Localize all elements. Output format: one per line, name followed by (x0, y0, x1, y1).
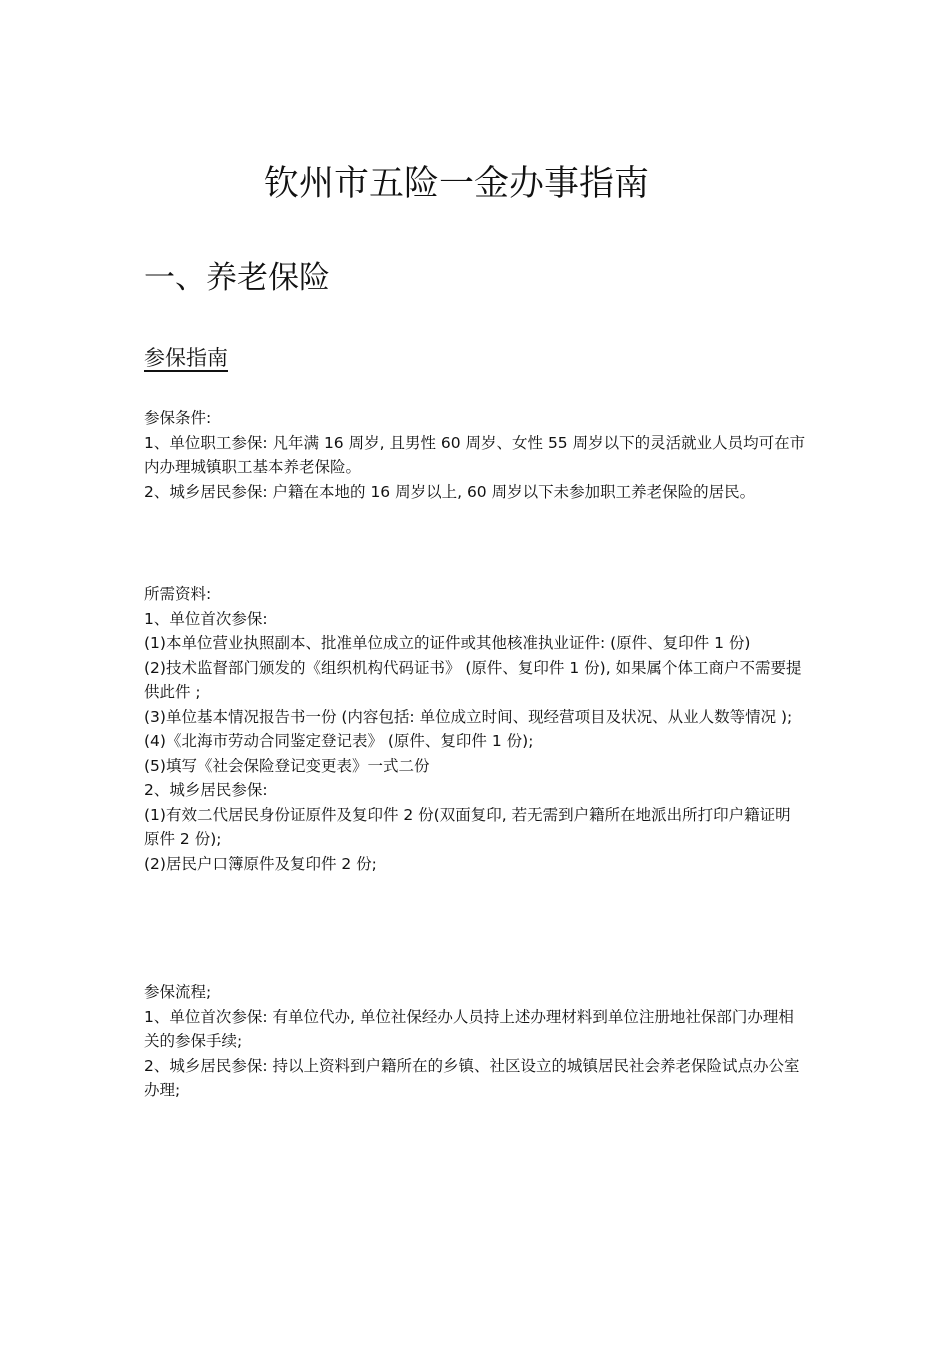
materials-line: (1)有效二代居民身份证原件及复印件 2 份(双面复印, 若无需到户籍所在地派出所打印户籍证明原件 2 份); (144, 805, 791, 848)
materials-line: (2)居民户口簿原件及复印件 2 份; (144, 854, 377, 873)
document-title: 钦州市五险一金办事指南 (263, 164, 649, 204)
materials-heading: 所需资料: (144, 585, 212, 603)
materials-line: 1、单位首次参保: (144, 609, 268, 628)
conditions-line: 2、城乡居民参保: 户籍在本地的 16 周岁以上, 60 周岁以下未参加职工养老保险的居民。 (144, 482, 756, 501)
materials-line: (4)《北海市劳动合同鉴定登记表》 (原件、复印件 1 份); (144, 732, 534, 750)
enrollment-conditions (144, 406, 806, 504)
materials-line: 2、城乡居民参保: (144, 781, 268, 799)
conditions-line: 1、单位职工参保: 凡年满 16 周岁, 且男性 60 周岁、女性 55 周岁以下的灵活就业人员均可在市内办理城镇职工基本养老保险。 (144, 433, 806, 476)
required-materials (144, 582, 806, 876)
materials-line: (5)填写《社会保险登记变更表》一式二份 (144, 756, 430, 775)
materials-line: (3)单位基本情况报告书一份 (内容包括: 单位成立时间、现经营项目及状况、从业人数等情况 ); (144, 707, 793, 726)
conditions-heading: 参保条件: (144, 409, 212, 427)
materials-line: (1)本单位营业执照副本、批准单位成立的证件或其他核准执业证件: (原件、复印件 1 份) (144, 634, 751, 652)
process-line: 1、单位首次参保: 有单位代办, 单位社保经办人员持上述办理材料到单位注册地社保部门办理相关的参保手续; (144, 1007, 794, 1050)
process-line: 2、城乡居民参保: 持以上资料到户籍所在的乡镇、社区设立的城镇居民社会养老保险试点办公室办理; (144, 1056, 800, 1099)
process-heading: 参保流程; (144, 983, 212, 1001)
section-heading-pension: 一、养老保险 (144, 260, 330, 296)
subsection-heading-enrollment-guide: 参保指南 (144, 346, 228, 370)
materials-line: (2)技术监督部门颁发的《组织机构代码证书》 (原件、复印件 1 份), 如果属个体工商户不需要提供此件 ; (144, 658, 802, 701)
enrollment-process (144, 980, 806, 1103)
